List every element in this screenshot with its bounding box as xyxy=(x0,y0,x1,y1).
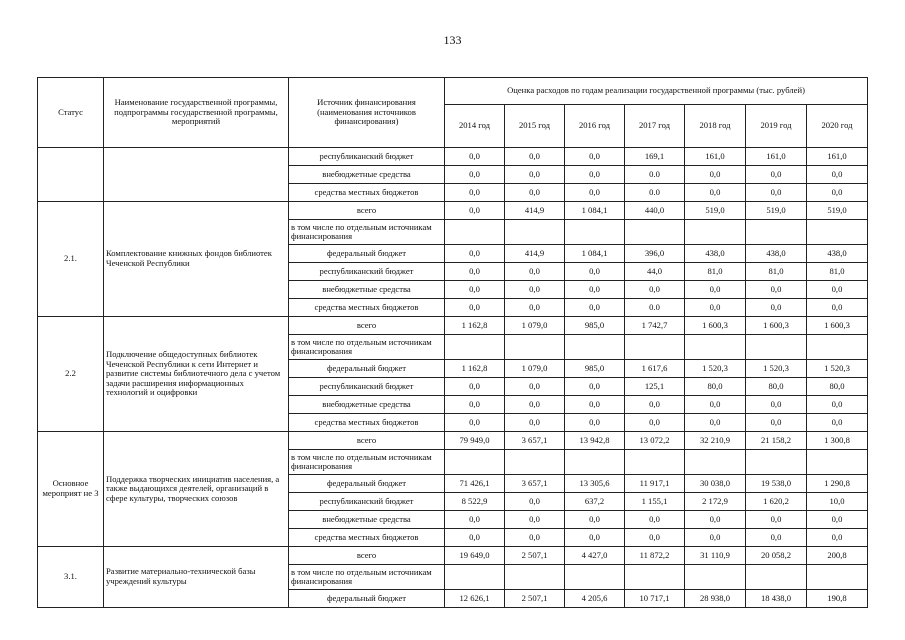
cell-value: 0,0 xyxy=(565,166,625,184)
cell-value: 0,0 xyxy=(625,529,685,547)
cell-value: 0,0 xyxy=(746,299,807,317)
cell-value: 0,0 xyxy=(685,184,746,202)
cell-value: 1 600,3 xyxy=(746,317,807,335)
page-number: 133 xyxy=(443,33,462,47)
cell-value: 0,0 xyxy=(685,529,746,547)
row-measure-name: Развитие материально-технической базы учреждений культуры xyxy=(104,547,289,608)
cell-value: 2 507,1 xyxy=(505,547,565,565)
cell-value: 519,0 xyxy=(807,202,868,220)
row-funding-source: средства местных бюджетов xyxy=(289,529,445,547)
cell-value: 1 162,8 xyxy=(445,317,505,335)
cell-value xyxy=(445,450,505,475)
cell-value: 13 072,2 xyxy=(625,432,685,450)
cell-value: 0,0 xyxy=(445,414,505,432)
cell-value: 0,0 xyxy=(625,511,685,529)
cell-value xyxy=(807,565,868,590)
cell-value: 519,0 xyxy=(746,202,807,220)
cell-value: 1 079,0 xyxy=(505,360,565,378)
cell-value xyxy=(625,335,685,360)
cell-value: 1 155,1 xyxy=(625,493,685,511)
header-year: 2015 год xyxy=(505,105,565,148)
cell-value: 169,1 xyxy=(625,148,685,166)
row-measure-name: Комплектование книжных фондов библиотек Чеченской Республики xyxy=(104,202,289,317)
cell-value: 13 305,6 xyxy=(565,475,625,493)
cell-value: 0,0 xyxy=(565,511,625,529)
cell-value: 0,0 xyxy=(565,281,625,299)
cell-value: 396,0 xyxy=(625,245,685,263)
cell-value: 81,0 xyxy=(807,263,868,281)
cell-value xyxy=(445,565,505,590)
cell-value xyxy=(807,335,868,360)
cell-value xyxy=(625,220,685,245)
cell-value: 0.0 xyxy=(625,166,685,184)
cell-value xyxy=(746,220,807,245)
cell-value xyxy=(505,220,565,245)
cell-value: 125,1 xyxy=(625,378,685,396)
row-funding-source: всего xyxy=(289,202,445,220)
cell-value xyxy=(625,450,685,475)
cell-value xyxy=(685,450,746,475)
cell-value: 28 938,0 xyxy=(685,590,746,608)
header-year: 2018 год xyxy=(685,105,746,148)
cell-value: 0,0 xyxy=(746,511,807,529)
cell-value: 190,8 xyxy=(807,590,868,608)
row-funding-source: внебюджетные средства xyxy=(289,166,445,184)
row-funding-source: республиканский бюджет xyxy=(289,263,445,281)
cell-value: 0,0 xyxy=(565,299,625,317)
cell-value: 0,0 xyxy=(746,281,807,299)
cell-value xyxy=(625,565,685,590)
cell-value: 161,0 xyxy=(746,148,807,166)
budget-table xyxy=(37,77,868,608)
cell-value: 0,0 xyxy=(445,148,505,166)
cell-value: 80,0 xyxy=(685,378,746,396)
cell-value: 0,0 xyxy=(505,396,565,414)
cell-value: 0,0 xyxy=(565,184,625,202)
cell-value: 414,9 xyxy=(505,202,565,220)
cell-value: 0,0 xyxy=(746,414,807,432)
cell-value: 0,0 xyxy=(807,529,868,547)
cell-value: 19 649,0 xyxy=(445,547,505,565)
cell-value: 0,0 xyxy=(565,148,625,166)
cell-value xyxy=(565,220,625,245)
cell-value: 11 872,2 xyxy=(625,547,685,565)
row-funding-source: средства местных бюджетов xyxy=(289,184,445,202)
header-source: Источник финансирования (наименования источников финансирования) xyxy=(289,78,445,148)
cell-value xyxy=(565,565,625,590)
row-funding-source: федеральный бюджет xyxy=(289,360,445,378)
table-row xyxy=(38,547,868,565)
cell-value xyxy=(807,220,868,245)
cell-value: 0,0 xyxy=(445,263,505,281)
cell-value: 0,0 xyxy=(505,378,565,396)
header-name: Наименование государственной программы, подпрограммы государственной программы, мероприятий xyxy=(104,78,289,148)
cell-value: 1 600,3 xyxy=(807,317,868,335)
row-status: 3.1. xyxy=(38,547,104,608)
row-status: 2.2 xyxy=(38,317,104,432)
cell-value: 0,0 xyxy=(807,414,868,432)
cell-value: 0,0 xyxy=(685,299,746,317)
row-funding-source: всего xyxy=(289,432,445,450)
cell-value: 1 079,0 xyxy=(505,317,565,335)
row-funding-source: республиканский бюджет xyxy=(289,378,445,396)
cell-value: 0,0 xyxy=(445,378,505,396)
cell-value: 30 038,0 xyxy=(685,475,746,493)
row-funding-source: в том числе по отдельным источникам финансирования xyxy=(289,565,445,590)
cell-value: 1 300,8 xyxy=(807,432,868,450)
cell-value: 32 210,9 xyxy=(685,432,746,450)
cell-value: 0,0 xyxy=(505,299,565,317)
cell-value xyxy=(685,335,746,360)
cell-value: 0.0 xyxy=(625,184,685,202)
table-body xyxy=(38,148,868,608)
row-measure-name xyxy=(104,148,289,202)
cell-value: 0,0 xyxy=(625,281,685,299)
cell-value: 1 084,1 xyxy=(565,245,625,263)
cell-value: 0,0 xyxy=(685,414,746,432)
cell-value: 31 110,9 xyxy=(685,547,746,565)
cell-value: 1 162,8 xyxy=(445,360,505,378)
cell-value: 0,0 xyxy=(445,299,505,317)
cell-value: 0,0 xyxy=(505,148,565,166)
cell-value: 79 949,0 xyxy=(445,432,505,450)
cell-value xyxy=(565,335,625,360)
cell-value: 0,0 xyxy=(807,299,868,317)
header-year: 2017 год xyxy=(625,105,685,148)
row-measure-name: Поддержка творческих инициатив населения, а также выдающихся деятелей, организаций в сфере культуры, творческих союзов xyxy=(104,432,289,547)
cell-value: 3 657,1 xyxy=(505,475,565,493)
cell-value: 0,0 xyxy=(565,529,625,547)
cell-value: 438,0 xyxy=(746,245,807,263)
cell-value: 637,2 xyxy=(565,493,625,511)
row-funding-source: всего xyxy=(289,317,445,335)
cell-value: 3 657,1 xyxy=(505,432,565,450)
cell-value: 12 626,1 xyxy=(445,590,505,608)
cell-value: 0,0 xyxy=(445,396,505,414)
cell-value: 0,0 xyxy=(746,166,807,184)
cell-value: 10,0 xyxy=(807,493,868,511)
cell-value: 161,0 xyxy=(807,148,868,166)
row-funding-source: в том числе по отдельным источникам финансирования xyxy=(289,450,445,475)
cell-value: 10 717,1 xyxy=(625,590,685,608)
cell-value xyxy=(505,335,565,360)
cell-value: 81,0 xyxy=(685,263,746,281)
cell-value xyxy=(565,450,625,475)
cell-value: 71 426,1 xyxy=(445,475,505,493)
cell-value: 200,8 xyxy=(807,547,868,565)
cell-value xyxy=(445,335,505,360)
header-year: 2019 год xyxy=(746,105,807,148)
cell-value: 0,0 xyxy=(505,529,565,547)
table-header xyxy=(38,78,868,148)
row-funding-source: федеральный бюджет xyxy=(289,245,445,263)
row-funding-source: федеральный бюджет xyxy=(289,475,445,493)
cell-value: 11 917,1 xyxy=(625,475,685,493)
row-funding-source: республиканский бюджет xyxy=(289,493,445,511)
cell-value: 0,0 xyxy=(565,263,625,281)
cell-value xyxy=(685,565,746,590)
cell-value xyxy=(445,220,505,245)
cell-value: 0,0 xyxy=(505,493,565,511)
cell-value: 0,0 xyxy=(445,529,505,547)
cell-value: 0,0 xyxy=(445,166,505,184)
cell-value: 0,0 xyxy=(445,511,505,529)
cell-value: 519,0 xyxy=(685,202,746,220)
header-years-title: Оценка расходов по годам реализации государственной программы (тыс. рублей) xyxy=(445,78,868,105)
cell-value: 1 600,3 xyxy=(685,317,746,335)
row-funding-source: в том числе по отдельным источникам финансирования xyxy=(289,220,445,245)
cell-value: 438,0 xyxy=(685,245,746,263)
cell-value: 0,0 xyxy=(807,281,868,299)
cell-value xyxy=(505,565,565,590)
cell-value: 0,0 xyxy=(565,414,625,432)
cell-value: 0,0 xyxy=(807,184,868,202)
cell-value xyxy=(505,450,565,475)
cell-value: 0,0 xyxy=(807,396,868,414)
cell-value: 1 084,1 xyxy=(565,202,625,220)
row-funding-source: внебюджетные средства xyxy=(289,511,445,529)
cell-value: 0,0 xyxy=(505,511,565,529)
header-status: Статус xyxy=(38,78,104,148)
cell-value: 0,0 xyxy=(565,378,625,396)
cell-value: 0,0 xyxy=(505,263,565,281)
row-status: 2.1. xyxy=(38,202,104,317)
cell-value: 1 290,8 xyxy=(807,475,868,493)
cell-value: 0.0 xyxy=(625,299,685,317)
row-funding-source: внебюджетные средства xyxy=(289,396,445,414)
cell-value xyxy=(746,565,807,590)
cell-value: 21 158,2 xyxy=(746,432,807,450)
cell-value: 2 507,1 xyxy=(505,590,565,608)
cell-value: 1 520,3 xyxy=(746,360,807,378)
cell-value: 0,0 xyxy=(685,166,746,184)
cell-value: 44,0 xyxy=(625,263,685,281)
cell-value: 20 058,2 xyxy=(746,547,807,565)
row-status xyxy=(38,148,104,202)
cell-value: 1 520,3 xyxy=(807,360,868,378)
header-year: 2016 год xyxy=(565,105,625,148)
row-funding-source: средства местных бюджетов xyxy=(289,299,445,317)
cell-value: 1 742,7 xyxy=(625,317,685,335)
cell-value: 0,0 xyxy=(505,184,565,202)
cell-value: 13 942,8 xyxy=(565,432,625,450)
cell-value: 0,0 xyxy=(807,511,868,529)
cell-value: 414,9 xyxy=(505,245,565,263)
cell-value: 0,0 xyxy=(746,396,807,414)
cell-value: 4 205,6 xyxy=(565,590,625,608)
cell-value: 1 520,3 xyxy=(685,360,746,378)
cell-value: 8 522,9 xyxy=(445,493,505,511)
cell-value xyxy=(807,450,868,475)
cell-value: 0,0 xyxy=(445,202,505,220)
cell-value: 0,0 xyxy=(807,166,868,184)
cell-value: 161,0 xyxy=(685,148,746,166)
header-year: 2020 год xyxy=(807,105,868,148)
table-row xyxy=(38,148,868,166)
row-funding-source: всего xyxy=(289,547,445,565)
cell-value: 0,0 xyxy=(746,184,807,202)
cell-value: 0,0 xyxy=(685,511,746,529)
table-row xyxy=(38,317,868,335)
cell-value: 0,0 xyxy=(505,166,565,184)
cell-value: 19 538,0 xyxy=(746,475,807,493)
cell-value: 0,0 xyxy=(505,414,565,432)
cell-value: 0,0 xyxy=(565,396,625,414)
row-measure-name: Подключение общедоступных библиотек Чеченской Республики к сети Интернет и развитие системы библиотечного дела с учетом задачи расширения информационных технологий и оцифровки xyxy=(104,317,289,432)
cell-value: 0,0 xyxy=(685,396,746,414)
cell-value: 985,0 xyxy=(565,360,625,378)
cell-value: 0,0 xyxy=(746,529,807,547)
cell-value: 18 438,0 xyxy=(746,590,807,608)
cell-value: 80,0 xyxy=(746,378,807,396)
cell-value: 985,0 xyxy=(565,317,625,335)
cell-value: 0,0 xyxy=(625,396,685,414)
cell-value: 4 427,0 xyxy=(565,547,625,565)
table-row xyxy=(38,432,868,450)
cell-value: 438,0 xyxy=(807,245,868,263)
cell-value: 0,0 xyxy=(445,245,505,263)
cell-value: 81,0 xyxy=(746,263,807,281)
cell-value: 1 620,2 xyxy=(746,493,807,511)
row-funding-source: федеральный бюджет xyxy=(289,590,445,608)
cell-value: 0,0 xyxy=(685,281,746,299)
row-funding-source: республиканский бюджет xyxy=(289,148,445,166)
row-funding-source: в том числе по отдельным источникам финансирования xyxy=(289,335,445,360)
cell-value: 0,0 xyxy=(625,414,685,432)
cell-value: 440,0 xyxy=(625,202,685,220)
cell-value: 0,0 xyxy=(505,281,565,299)
row-status: Основное мероприят не 3 xyxy=(38,432,104,547)
cell-value: 2 172,9 xyxy=(685,493,746,511)
cell-value xyxy=(746,335,807,360)
header-year: 2014 год xyxy=(445,105,505,148)
table-row xyxy=(38,202,868,220)
cell-value xyxy=(685,220,746,245)
cell-value xyxy=(746,450,807,475)
cell-value: 1 617,6 xyxy=(625,360,685,378)
cell-value: 0,0 xyxy=(445,184,505,202)
cell-value: 80,0 xyxy=(807,378,868,396)
row-funding-source: средства местных бюджетов xyxy=(289,414,445,432)
cell-value: 0,0 xyxy=(445,281,505,299)
row-funding-source: внебюджетные средства xyxy=(289,281,445,299)
